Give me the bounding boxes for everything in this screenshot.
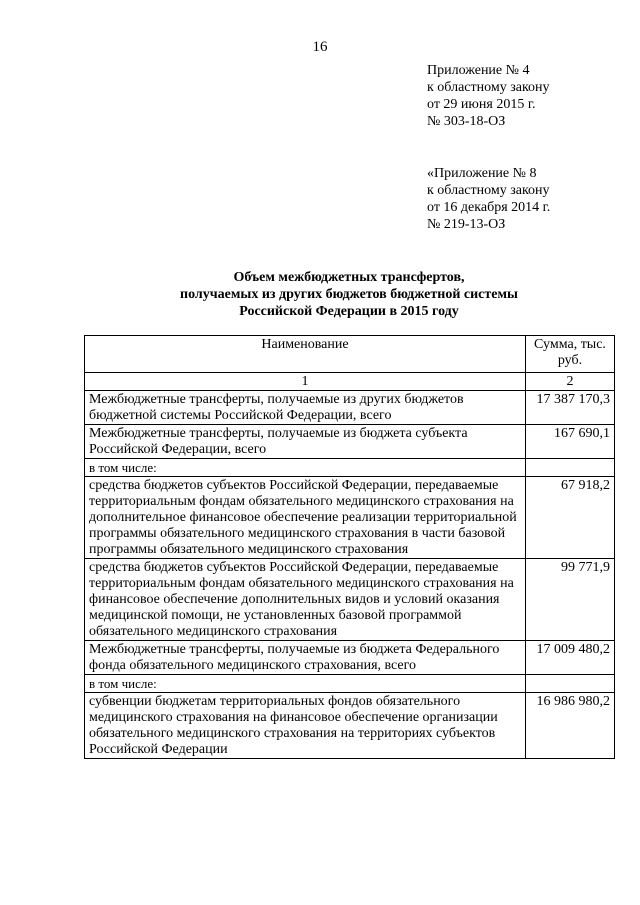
row-name: Межбюджетные трансферты, получаемые из других бюджетов бюджетной системы Российской Федерации, всего [85, 391, 526, 425]
page-number: 16 [312, 39, 328, 55]
column-number-row [85, 373, 615, 391]
appendix-reference-original [427, 165, 550, 233]
row-sum: 16 986 980,2 [526, 693, 615, 759]
appendix-line: от 29 июня 2015 г. [427, 97, 536, 112]
row-name: средства бюджетов субъектов Российской Федерации, передаваемые территориальным фондам обязательного медицинского страхования на дополнительное финансовое обеспечение реализации территориальной программы обязательного медицинского страхования в части базовой программы обязательного медицинского страхования [85, 477, 526, 559]
appendix-line: Приложение № 4 [427, 63, 530, 78]
document-title [84, 269, 614, 320]
appendix-line: «Приложение № 8 [427, 166, 537, 181]
appendix-line: от 16 декабря 2014 г. [427, 200, 551, 215]
table-row [85, 641, 615, 675]
title-line: получаемых из других бюджетов бюджетной системы [180, 287, 518, 302]
row-sum: 17 387 170,3 [526, 391, 615, 425]
row-sum: 67 918,2 [526, 477, 615, 559]
table-header-row [85, 336, 615, 373]
table-row [85, 391, 615, 425]
table-row [85, 693, 615, 759]
table-row [85, 459, 615, 477]
transfers-table [84, 335, 615, 759]
row-sum [526, 459, 615, 477]
table-row [85, 559, 615, 641]
row-name: в том числе: [85, 459, 526, 477]
appendix-reference-current [427, 62, 550, 130]
row-name: субвенции бюджетам территориальных фондов обязательного медицинского страхования на финансовое обеспечение организации обязательного медицинского страхования на территориях субъектов Российской Федерации [85, 693, 526, 759]
row-sum: 167 690,1 [526, 425, 615, 459]
header-sum: Сумма, тыс. руб. [526, 336, 615, 373]
appendix-line: к областному закону [427, 80, 550, 95]
row-sum: 17 009 480,2 [526, 641, 615, 675]
row-name: в том числе: [85, 675, 526, 693]
row-sum: 99 771,9 [526, 559, 615, 641]
row-sum [526, 675, 615, 693]
table-row [85, 425, 615, 459]
row-name: Межбюджетные трансферты, получаемые из бюджета Федерального фонда обязательного медицинского страхования, всего [85, 641, 526, 675]
title-line: Объем межбюджетных трансфертов, [233, 270, 465, 285]
row-name: Межбюджетные трансферты, получаемые из бюджета субъекта Российской Федерации, всего [85, 425, 526, 459]
title-line: Российской Федерации в 2015 году [239, 304, 459, 319]
column-number-name: 1 [85, 373, 526, 391]
appendix-line: № 219-13-ОЗ [427, 217, 506, 232]
table-row [85, 675, 615, 693]
header-name: Наименование [85, 336, 526, 373]
appendix-line: № 303-18-ОЗ [427, 114, 506, 129]
appendix-line: к областному закону [427, 183, 550, 198]
table-row [85, 477, 615, 559]
column-number-sum: 2 [526, 373, 615, 391]
row-name: средства бюджетов субъектов Российской Федерации, передаваемые территориальным фондам обязательного медицинского страхования на финансовое обеспечение дополнительных видов и условий оказания медицинской помощи, не установленных базовой программой обязательного медицинского страхования [85, 559, 526, 641]
